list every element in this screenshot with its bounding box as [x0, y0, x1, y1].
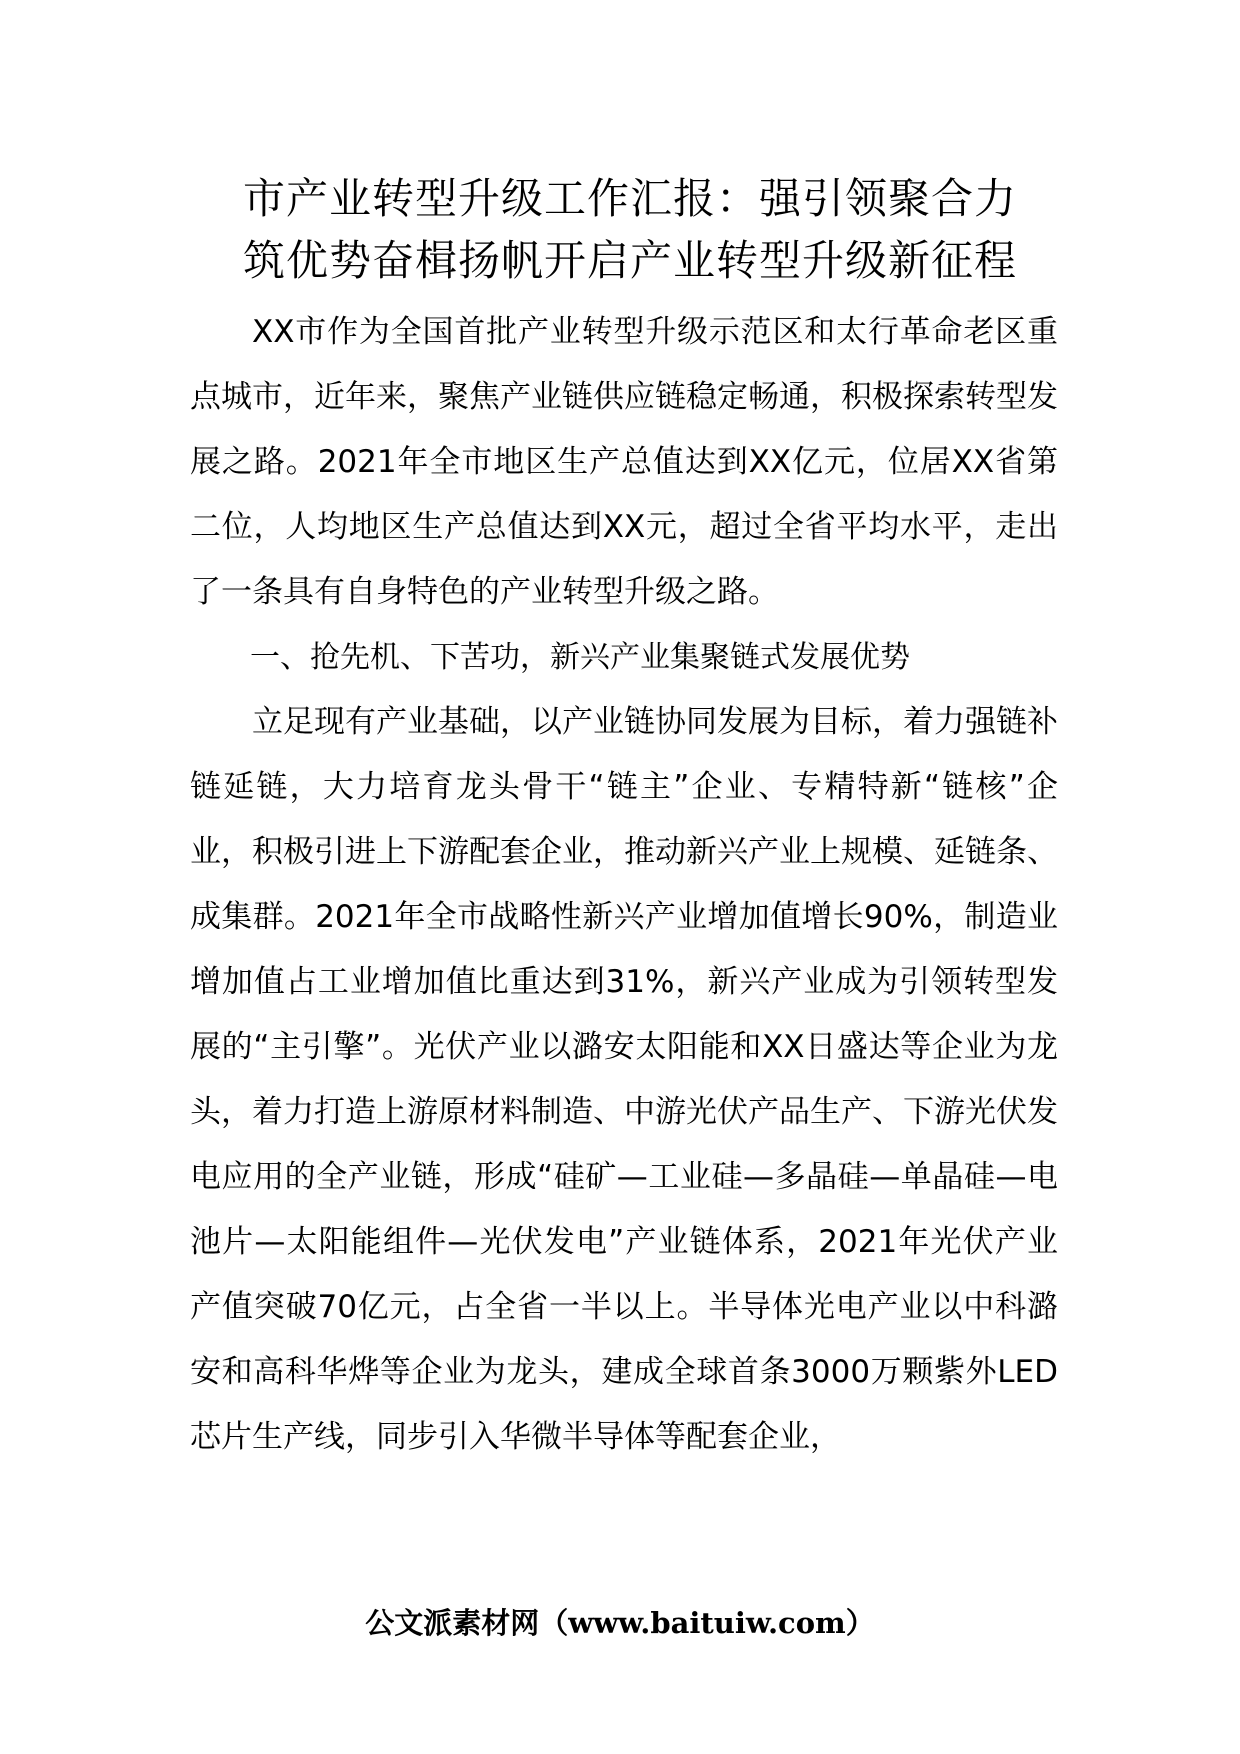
document-title [190, 168, 1070, 292]
page-footer-watermark: 公文派素材网（www.baituiw.com） [365, 1606, 875, 1640]
paragraph-section-1: 立足现有产业基础，以产业链协同发展为目标，着力强链补链延链，大力培育龙头骨干“链主”企业、专精特新“链核”企业，积极引进上下游配套企业，推动新兴产业上规模、延链条、成集群。2021年全市战略性新兴产业增加值增长90%，制造业增加值占工业增加值比重达到31%，新兴产业成为引领转型发展的“主引擎”。光伏产业以潞安太阳能和XX日盛达等企业为龙头，着力打造上游原材料制造、中游光伏产品生产、下游光伏发电应用的全产业链，形成“硅矿—工业硅—多晶硅—单晶硅—电池片—太阳能组件—光伏发电”产业链体系，2021年光伏产业产值突破70亿元，占全省一半以上。半导体光电产业以中科潞安和高科华烨等企业为龙头，建成全球首条3000万颗紫外LED芯片生产线，同步引入华微半导体等配套企业， [190, 704, 1058, 1455]
paragraph-intro: XX市作为全国首批产业转型升级示范区和太行革命老区重点城市，近年来，聚焦产业链供应链稳定畅通，积极探索转型发展之路。2021年全市地区生产总值达到XX亿元，位居XX省第二位，人均地区生产总值达到XX元，超过全省平均水平，走出了一条具有自身特色的产业转型升级之路。 [190, 314, 1058, 610]
section-heading-1: 一、抢先机、下苦功，新兴产业集聚链式发展优势 [250, 640, 910, 675]
document-body [190, 300, 1058, 1470]
title-line-2: 筑优势奋楫扬帆开启产业转型升级新征程 [242, 236, 1017, 285]
title-line-1: 市产业转型升级工作汇报：强引领聚合力 [242, 174, 1017, 223]
